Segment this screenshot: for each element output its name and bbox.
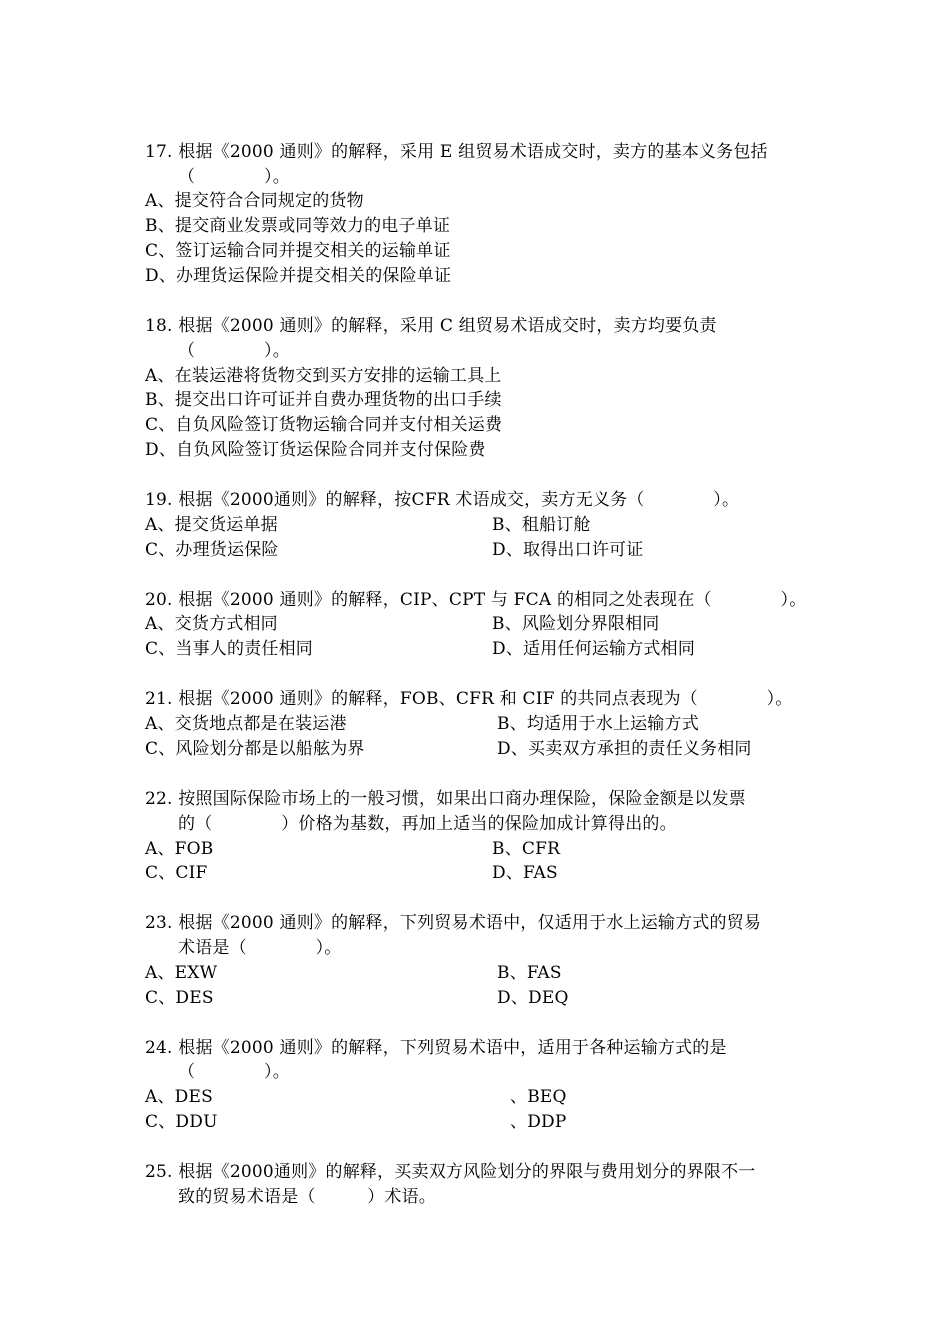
question-17-option-b: B、提交商业发票或同等效力的电子单证 (145, 216, 451, 236)
question-20-option-b: B、风险划分界限相同 (492, 614, 660, 634)
question-24-option-d: 、DDP (510, 1112, 567, 1132)
question-21-option-a: A、交货地点都是在装运港 (145, 714, 347, 734)
question-17-option-c: C、签订运输合同并提交相关的运输单证 (145, 241, 451, 261)
question-23-option-b: B、FAS (497, 963, 562, 983)
question-24-option-a: A、DES (145, 1087, 213, 1107)
question-19-option-b: B、租船订舱 (492, 515, 591, 535)
question-23-option-a: A、EXW (145, 963, 218, 983)
question-17-line-1: 17. 根据《2000 通则》的解释，采用 E 组贸易术语成交时，卖方的基本义务包括 (145, 142, 768, 162)
question-21-option-c: C、风险划分都是以船舷为界 (145, 739, 365, 759)
question-18-line-1: 18. 根据《2000 通则》的解释，采用 C 组贸易术语成交时，卖方均要负责 (145, 316, 717, 336)
question-21-option-d: D、买卖双方承担的责任义务相同 (497, 739, 752, 759)
question-19-option-d: D、取得出口许可证 (492, 540, 644, 560)
question-18-option-b: B、提交出口许可证并自费办理货物的出口手续 (145, 390, 502, 410)
question-17-option-a: A、提交符合合同规定的货物 (145, 191, 364, 211)
question-22-line-2: 的（ ）价格为基数，再加上适当的保险加成计算得出的。 (178, 814, 677, 834)
question-22-option-a: A、FOB (145, 839, 214, 859)
question-18-option-c: C、自负风险签订货物运输合同并支付相关运费 (145, 415, 503, 435)
question-18-option-d: D、自负风险签订货运保险合同并支付保险费 (145, 440, 486, 460)
question-22-option-d: D、FAS (492, 863, 558, 883)
question-19-option-c: C、办理货运保险 (145, 540, 279, 560)
question-18-line-2: （ ）。 (178, 341, 290, 361)
question-17-option-d: D、办理货运保险并提交相关的保险单证 (145, 266, 452, 286)
question-22-line-1: 22. 按照国际保险市场上的一般习惯，如果出口商办理保险，保险金额是以发票 (145, 789, 746, 809)
question-23-option-c: C、DES (145, 988, 214, 1008)
question-25-line-1: 25. 根据《2000通则》的解释，买卖双方风险划分的界限与费用划分的界限不一 (145, 1162, 756, 1182)
question-23-option-d: D、DEQ (497, 988, 569, 1008)
question-19-line-1: 19. 根据《2000通则》的解释，按CFR 术语成交，卖方无义务（ ）。 (145, 490, 740, 510)
question-20-option-c: C、当事人的责任相同 (145, 639, 314, 659)
question-24-line-2: （ ）。 (178, 1062, 290, 1082)
question-24-option-c: C、DDU (145, 1112, 218, 1132)
question-21-option-b: B、均适用于水上运输方式 (497, 714, 699, 734)
question-23-line-2: 术语是（ ）。 (178, 938, 342, 958)
question-20-option-a: A、交货方式相同 (145, 614, 278, 634)
question-20-option-d: D、适用任何运输方式相同 (492, 639, 696, 659)
question-22-option-c: C、CIF (145, 863, 208, 883)
question-25-line-2: 致的贸易术语是（ ）术语。 (178, 1187, 436, 1207)
question-21-line-1: 21. 根据《2000 通则》的解释，FOB、CFR 和 CIF 的共同点表现为（ ）。 (145, 689, 793, 709)
question-24-line-1: 24. 根据《2000 通则》的解释，下列贸易术语中，适用于各种运输方式的是 (145, 1038, 727, 1058)
question-22-option-b: B、CFR (492, 839, 561, 859)
question-19-option-a: A、提交货运单据 (145, 515, 278, 535)
question-24-option-b: 、BEQ (510, 1087, 567, 1107)
question-18-option-a: A、在装运港将货物交到买方安排的运输工具上 (145, 366, 502, 386)
question-23-line-1: 23. 根据《2000 通则》的解释，下列贸易术语中，仅适用于水上运输方式的贸易 (145, 913, 762, 933)
question-20-line-1: 20. 根据《2000 通则》的解释，CIP、CPT 与 FCA 的相同之处表现在（ ）。 (145, 590, 807, 610)
question-17-line-2: （ ）。 (178, 167, 290, 187)
